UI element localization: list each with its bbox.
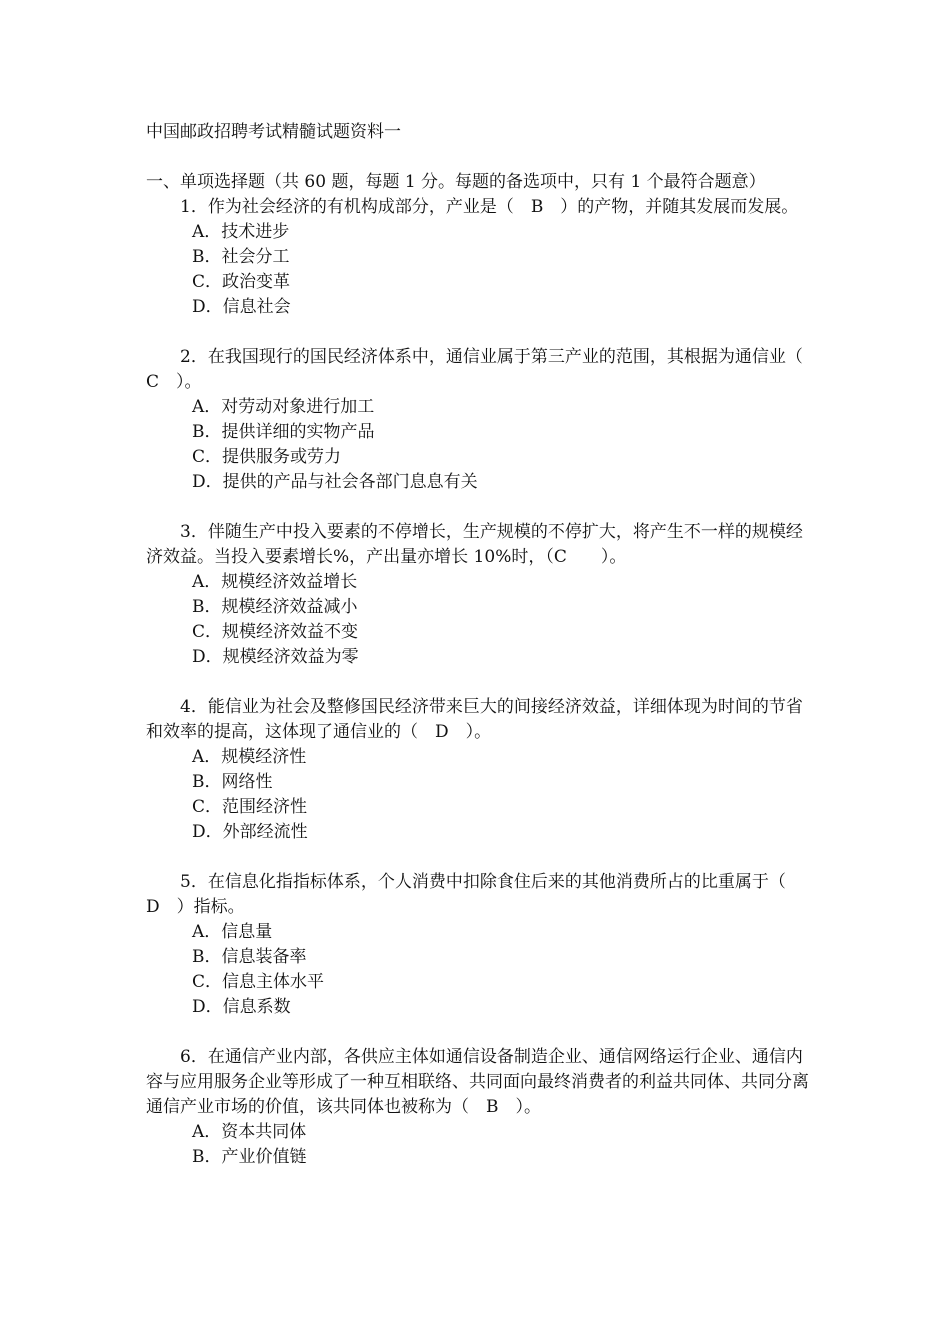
question-item: [146, 1045, 810, 1170]
question-stem: 4．能信业为社会及整修国民经济带来巨大的间接经济效益，详细体现为时间的节省和效率的提高，这体现了通信业的（ D ）。: [146, 697, 803, 742]
question-item: [146, 195, 810, 320]
answer-option: B．提供详细的实物产品: [192, 422, 375, 442]
answer-option: D．信息社会: [192, 297, 291, 317]
option-list: [146, 570, 810, 670]
answer-option: B．网络性: [192, 772, 273, 792]
section-heading: 一、单项选择题（共 60 题，每题 1 分。每题的备选项中，只有 1 个最符合题意）: [146, 172, 766, 192]
answer-option: A．对劳动对象进行加工: [192, 397, 375, 417]
answer-option: A．信息量: [192, 922, 273, 942]
question-stem: 2．在我国现行的国民经济体系中，通信业属于第三产业的范围，其根据为通信业（ C ）。: [146, 347, 820, 392]
question-stem: 6．在通信产业内部，各供应主体如通信设备制造企业、通信网络运行企业、通信内容与应用服务企业等形成了一种互相联络、共同面向最终消费者的利益共同体、共同分离通信产业市场的价值，该共同体也被称为（ B ）。: [146, 1047, 809, 1117]
question-item: [146, 520, 810, 670]
option-list: [146, 745, 810, 845]
answer-option: A．规模经济效益增长: [192, 572, 358, 592]
option-list: [146, 395, 810, 495]
option-list: [146, 920, 810, 1020]
document-page: [146, 120, 820, 1170]
option-list: [146, 220, 810, 320]
question-list: [146, 195, 820, 1170]
question-stem: 1．作为社会经济的有机构成部分，产业是（ B ）的产物，并随其发展而发展。: [180, 197, 799, 217]
answer-option: B．社会分工: [192, 247, 290, 267]
question-stem: 5．在信息化指指标体系，个人消费中扣除食住后来的其他消费所占的比重属于（ D ）指标。: [146, 872, 803, 917]
answer-option: D．规模经济效益为零: [192, 647, 359, 667]
answer-option: B．产业价值链: [192, 1147, 307, 1167]
answer-option: C．规模经济效益不变: [192, 622, 359, 642]
answer-option: A．规模经济性: [192, 747, 307, 767]
question-item: [146, 870, 810, 1020]
answer-option: B．规模经济效益减小: [192, 597, 358, 617]
answer-option: A．资本共同体: [192, 1122, 307, 1142]
question-item: [146, 345, 820, 495]
answer-option: A．技术进步: [192, 222, 290, 242]
answer-option: D．外部经流性: [192, 822, 308, 842]
option-list: [146, 1120, 810, 1170]
document-title: 中国邮政招聘考试精髓试题资料一: [146, 122, 401, 142]
answer-option: D．信息系数: [192, 997, 291, 1017]
answer-option: C．政治变革: [192, 272, 291, 292]
answer-option: C．信息主体水平: [192, 972, 325, 992]
answer-option: C．提供服务或劳力: [192, 447, 342, 467]
answer-option: D．提供的产品与社会各部门息息有关: [192, 472, 478, 492]
answer-option: B．信息装备率: [192, 947, 307, 967]
question-stem: 3．伴随生产中投入要素的不停增长，生产规模的不停扩大，将产生不一样的规模经济效益。当投入要素增长%，产出量亦增长 10%时，（C ）。: [146, 522, 803, 567]
answer-option: C．范围经济性: [192, 797, 308, 817]
question-item: [146, 695, 810, 845]
